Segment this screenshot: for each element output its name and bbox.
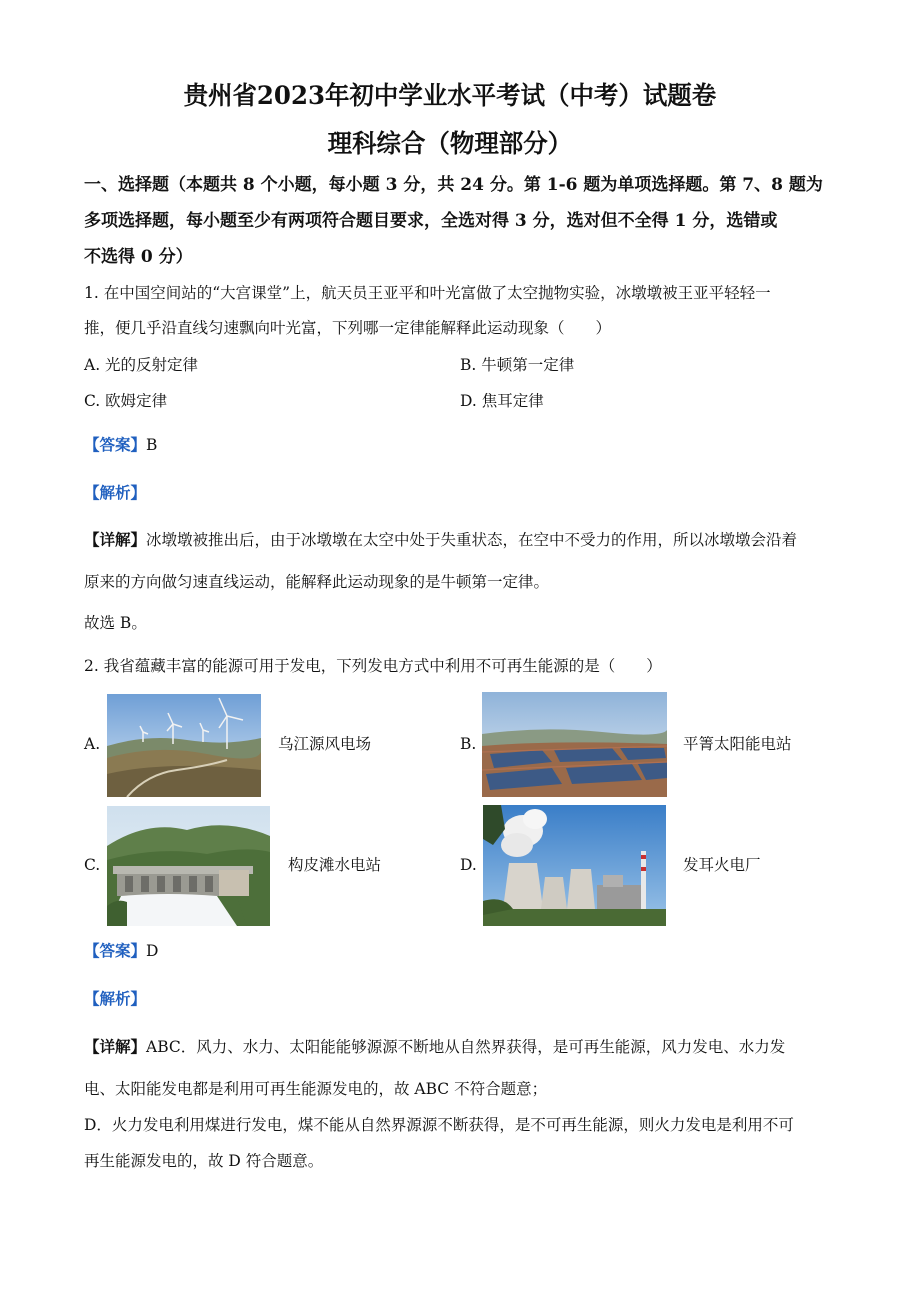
q2-option-c-caption: 构皮滩水电站 xyxy=(288,856,382,874)
q2-answer-tag: 【答案】 xyxy=(84,941,147,960)
q2-analysis-tag: 【解析】 xyxy=(84,989,147,1008)
section-heading-line-1: 一、选择题（本题共 8 个小题，每小题 3 分，共 24 分。第 1-6 题为单项选择题。第 7、8 题为 xyxy=(84,175,823,195)
q1-option-a: A. 光的反射定律 xyxy=(84,356,199,374)
q2-stem: 2. 我省蕴藏丰富的能源可用于发电，下列发电方式中利用不可再生能源的是（ ） xyxy=(84,657,662,675)
page-subtitle: 理科综合（物理部分） xyxy=(327,129,573,158)
q2-option-a-letter: A. xyxy=(84,735,101,753)
wind-farm-photo xyxy=(107,694,261,797)
solar-station-photo xyxy=(482,692,667,797)
q2-answer-value: D xyxy=(146,942,159,960)
q1-option-c: C. 欧姆定律 xyxy=(84,392,168,410)
section-heading-line-3: 不选得 0 分） xyxy=(84,247,193,267)
q2-detail-tag: 【详解】 xyxy=(84,1037,147,1056)
q2-answer xyxy=(84,943,158,960)
q2-option-c-letter: C. xyxy=(84,856,101,874)
q1-option-b: B. 牛顿第一定律 xyxy=(460,356,575,374)
q1-detail-line-2: 原来的方向做匀速直线运动，能解释此运动现象的是牛顿第一定律。 xyxy=(84,573,550,591)
q1-conclusion: 故选 B。 xyxy=(84,614,147,632)
q1-option-d: D. 焦耳定律 xyxy=(460,392,544,410)
thermal-power-plant-photo xyxy=(483,805,666,926)
section-heading-line-2: 多项选择题，每小题至少有两项符合题目要求，全选对得 3 分，选对但不全得 1 分，选错或 xyxy=(84,211,778,231)
q2-option-d-caption: 发耳火电厂 xyxy=(683,856,761,874)
q2-option-b-caption: 平箐太阳能电站 xyxy=(683,735,792,753)
q2-detail-line-1 xyxy=(84,1039,785,1056)
q2-detail-line-3: D．火力发电利用煤进行发电，煤不能从自然界源源不断获得，是不可再生能源，则火力发电是利用不可 xyxy=(84,1116,794,1134)
q2-option-d-letter: D. xyxy=(460,856,477,874)
q2-detail-line-4: 再生能源发电的，故 D 符合题意。 xyxy=(84,1152,324,1170)
q1-answer xyxy=(84,437,157,454)
q1-detail-tag: 【详解】 xyxy=(84,530,147,549)
q2-option-b-letter: B. xyxy=(460,735,477,753)
q1-detail-line-1 xyxy=(84,532,797,549)
q1-detail-text-1: 冰墩墩被推出后，由于冰墩墩在太空中处于失重状态，在空中不受力的作用，所以冰墩墩会沿着 xyxy=(146,531,798,549)
q2-detail-text-1: ABC．风力、水力、太阳能能够源源不断地从自然界获得，是可再生能源，风力发电、水力发 xyxy=(146,1038,786,1056)
q1-answer-tag: 【答案】 xyxy=(84,435,147,454)
q2-detail-line-2: 电、太阳能发电都是利用可再生能源发电的，故 ABC 不符合题意； xyxy=(84,1080,548,1098)
page-title: 贵州省2023年初中学业水平考试（中考）试题卷 xyxy=(183,81,717,110)
q1-stem-line-1: 1. 在中国空间站的“大宫课堂”上，航天员王亚平和叶光富做了太空抛物实验，冰墩墩被王亚平轻轻一 xyxy=(84,284,771,302)
q1-analysis-tag: 【解析】 xyxy=(84,483,147,502)
hydropower-station-photo xyxy=(107,806,270,926)
q2-option-a-caption: 乌江源风电场 xyxy=(278,735,372,753)
q1-stem-line-2: 推，便几乎沿直线匀速飘向叶光富，下列哪一定律能解释此运动现象（ ） xyxy=(84,319,612,337)
q1-answer-value: B xyxy=(146,436,158,454)
